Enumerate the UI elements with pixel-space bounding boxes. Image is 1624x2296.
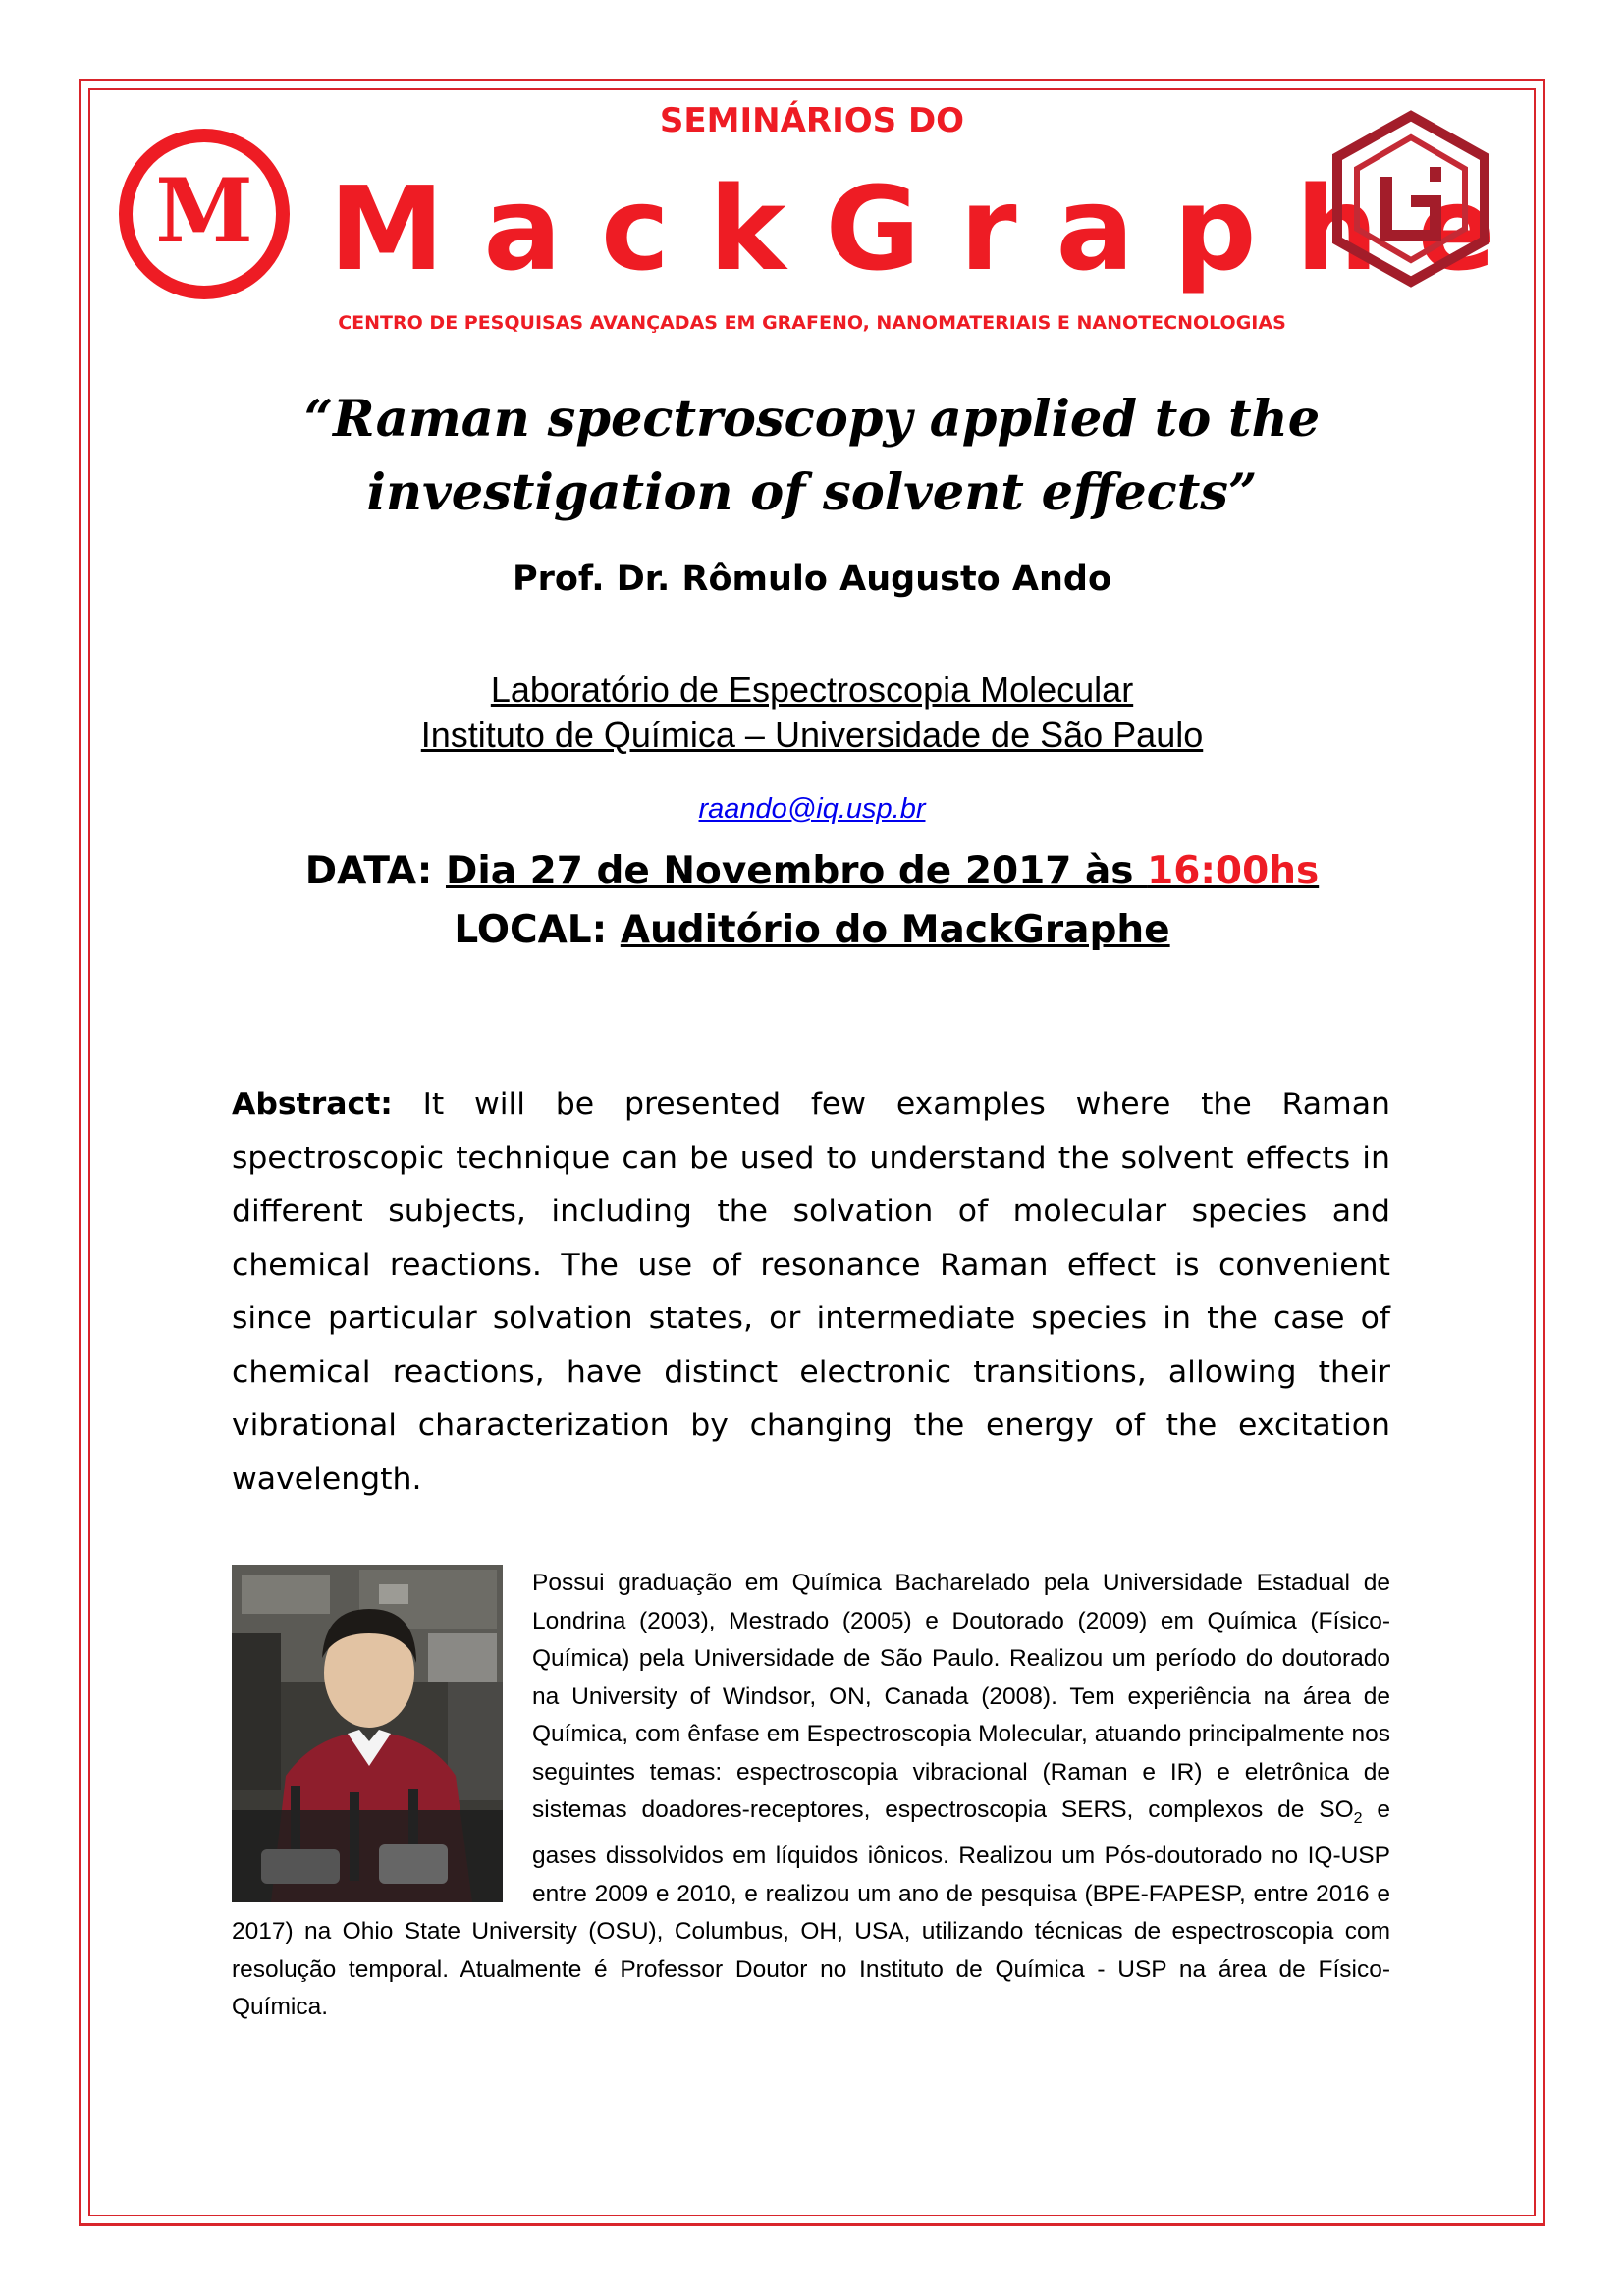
center-name: CENTRO DE PESQUISAS AVANÇADAS EM GRAFENO, NANOMATERIAIS E NANOTECNOLOGIAS bbox=[338, 312, 1286, 334]
mackgraphe-hexagon-logo bbox=[1327, 108, 1494, 290]
time-value: 16:00hs bbox=[1147, 849, 1320, 893]
mackenzie-logo bbox=[116, 126, 293, 302]
local-label: LOCAL: bbox=[454, 908, 608, 952]
affiliation bbox=[0, 667, 1624, 758]
logo-letter: M bbox=[155, 159, 253, 263]
speaker-email-link[interactable]: raando@iq.usp.br bbox=[698, 793, 926, 825]
abstract-text: It will be presented few examples where the Raman spectroscopic technique can be used to understand the solvent effects in different subjects, including the solvation of molecular species and chemical reactions. The use of resonance Raman effect is convenient since particular solvation states, or intermediate species in the case of chemical reactions, have distinct electronic transitions, allowing their vibrational characterization by changing the energy of the excitation wavelength. bbox=[232, 1087, 1390, 1497]
event-details bbox=[0, 842, 1624, 960]
lab-name: Laboratório de Espectroscopia Molecular bbox=[490, 669, 1134, 710]
talk-title-line2: investigation of solvent effects” bbox=[366, 463, 1258, 522]
local-value: Auditório do MackGraphe bbox=[620, 908, 1170, 952]
talk-title-line1: “Raman spectroscopy applied to the bbox=[303, 390, 1321, 449]
bio-subscript: 2 bbox=[1353, 1809, 1363, 1827]
brand-title: MackGraphe bbox=[329, 161, 1536, 296]
date-value: Dia 27 de Novembro de 2017 às bbox=[445, 849, 1148, 893]
bio-text-part2: e gases dissolvidos em líquidos iônicos. Realizou um Pós-doutorado no IQ-USP entre 2009 e 2010, e realizou um ano de pesquisa (BPE-FAPESP, entre 2016 e 2017) na Ohio State University (OSU), Columbus, OH, USA, utilizando técnicas de espectroscopia com resolução temporal. Atualmente é Professor Doutor no Instituto de Química - USP na área de Físico-Química. bbox=[232, 1796, 1390, 2021]
talk-title bbox=[0, 383, 1624, 530]
bio-text-part1: Possui graduação em Química Bacharelado pela Universidade Estadual de Londrina (2003), Mestrado (2005) e Doutorado (2009) em Química (Físico-Química) pela Universidade de São Paulo. Realizou um período do doutorado na University of Windsor, ON, Canada (2008). Tem experiência na área de Química, com ênfase em Espectroscopia Molecular, atuando principalmente nos seguintes temas: espectroscopia vibracional (Raman e IR) e eletrônica de sistemas doadores-receptores, espectroscopia SERS, complexos de SO bbox=[532, 1570, 1390, 1823]
abstract bbox=[232, 1078, 1390, 1506]
abstract-label: Abstract: bbox=[232, 1087, 393, 1122]
series-label: SEMINÁRIOS DO bbox=[659, 101, 965, 140]
speaker-name: Prof. Dr. Rômulo Augusto Ando bbox=[512, 560, 1112, 599]
speaker-bio bbox=[232, 1565, 1390, 2027]
date-line bbox=[0, 842, 1624, 901]
date-label: DATA: bbox=[304, 849, 433, 893]
institute-name: Instituto de Química – Universidade de São Paulo bbox=[420, 715, 1204, 755]
photo-spacer bbox=[232, 1565, 532, 1908]
location-line bbox=[0, 901, 1624, 960]
